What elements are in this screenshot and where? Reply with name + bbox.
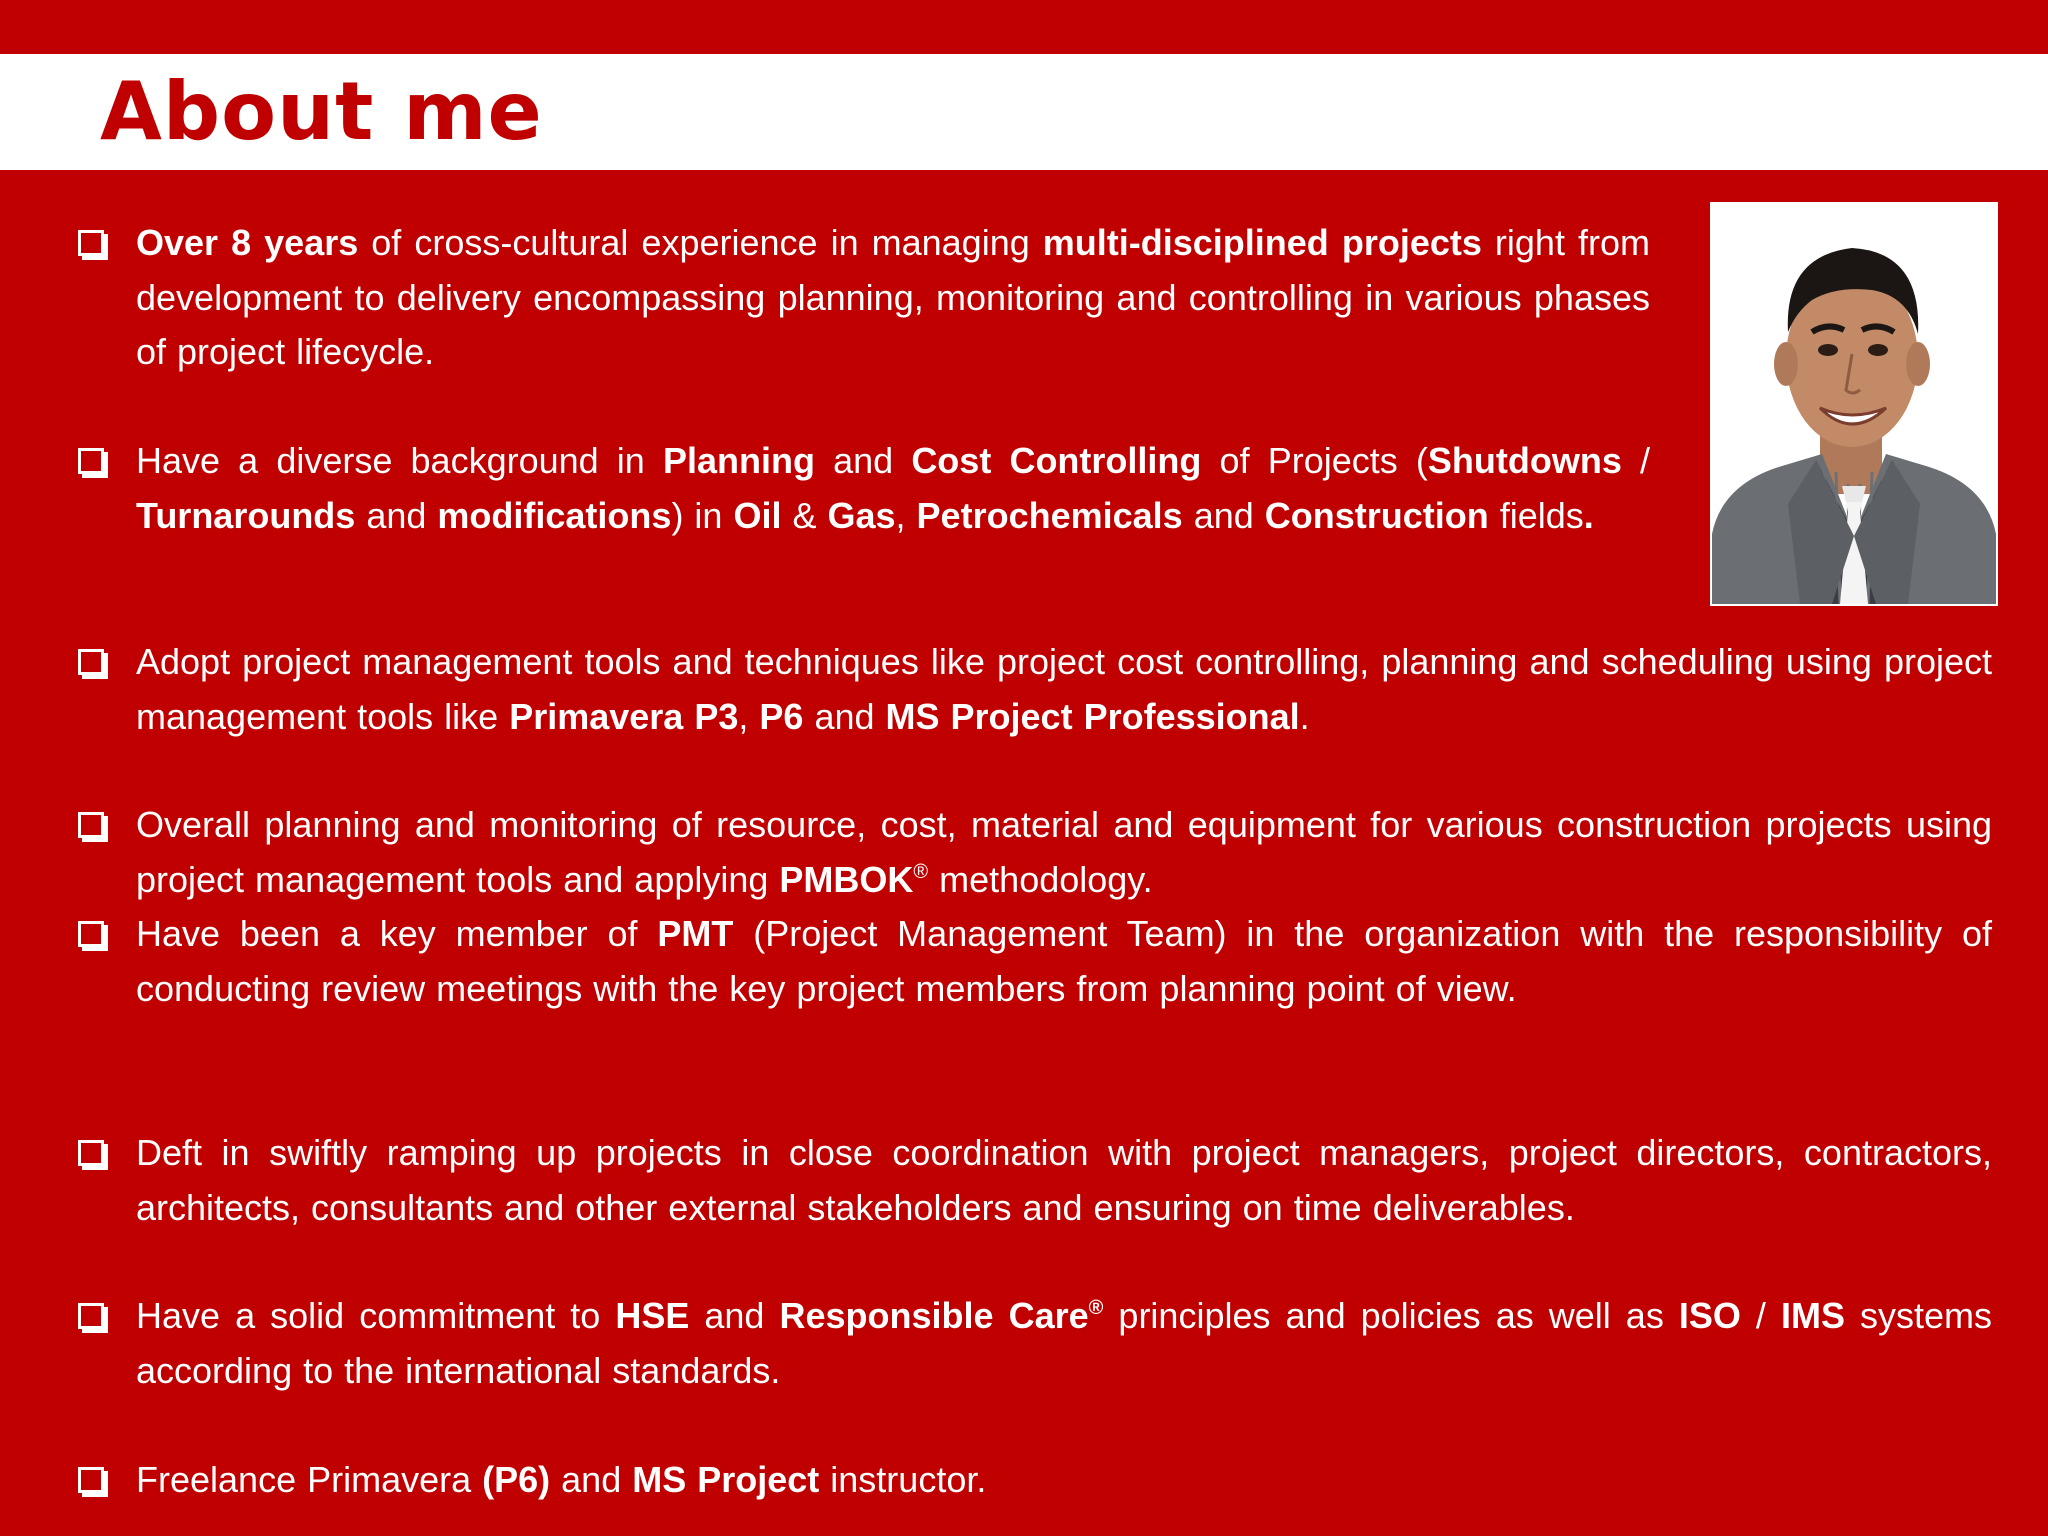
- text-run: and: [1182, 494, 1265, 536]
- bullet-text-5: [136, 907, 1992, 1016]
- bullet-text-6: [136, 1126, 1992, 1235]
- bullet-text-3: [136, 635, 1992, 744]
- bullet-text-7: [136, 1289, 1992, 1398]
- bold-text: MS Project: [632, 1459, 820, 1500]
- text-run: systems according to the international standards.: [136, 1295, 1993, 1391]
- text-run: Have been a key member of: [136, 913, 658, 954]
- page-title: About me: [100, 65, 543, 158]
- text-run: Have a solid commitment to: [136, 1295, 616, 1336]
- bold-text: IMS: [1780, 1295, 1845, 1336]
- bold-text: (P6): [482, 1459, 551, 1500]
- text-run: .: [1299, 695, 1310, 737]
- text-run: of Projects (: [1201, 440, 1428, 481]
- bold-text: Over 8 years: [136, 222, 359, 263]
- text-run: ,: [738, 695, 760, 737]
- checkbox-square-icon: [78, 1467, 104, 1493]
- text-run: fields: [1488, 494, 1584, 536]
- checkbox-square-icon: [78, 448, 104, 474]
- bold-text: Primavera P3: [509, 695, 739, 737]
- text-run: and: [550, 1459, 633, 1500]
- text-run: and: [355, 494, 438, 536]
- checkbox-square-icon: [78, 230, 104, 256]
- text-run: /: [1621, 440, 1650, 481]
- text-run: ,: [895, 494, 917, 536]
- text-run: Freelance Primavera: [136, 1459, 483, 1500]
- text-run: and: [814, 440, 912, 481]
- checkbox-square-icon: [78, 921, 104, 947]
- checkbox-square-icon: [78, 812, 104, 838]
- text-run: ) in: [671, 494, 734, 536]
- bullet-text-1: [136, 216, 1650, 380]
- text-run: /: [1740, 1295, 1781, 1336]
- text-run: and: [803, 695, 886, 737]
- checkbox-square-icon: [78, 1140, 104, 1166]
- bold-text: Turnarounds: [136, 494, 356, 536]
- top-band: [0, 0, 2048, 54]
- text-run: (Project Management Team) in the organization with the responsibility of conducting review meetings with the key project members from planning point of view.: [136, 913, 1992, 1009]
- bold-text: PMT: [657, 913, 734, 954]
- bold-text: Oil: [733, 494, 782, 536]
- bold-text: Responsible Care: [779, 1295, 1089, 1336]
- text-run: of cross-cultural experience in managing: [358, 222, 1043, 263]
- bold-text: MS Project Professional: [885, 695, 1300, 737]
- bold-text: modifications: [437, 494, 672, 536]
- profile-photo: [1710, 202, 1998, 606]
- bullet-text-2: [136, 434, 1650, 543]
- bullet-text-4: [136, 798, 1992, 907]
- text-run: instructor.: [819, 1459, 987, 1500]
- text-run: ®: [913, 860, 929, 883]
- bold-text: .: [1583, 494, 1594, 536]
- bold-text: PMBOK: [779, 858, 914, 900]
- text-run: Overall planning and monitoring of resource, cost, material and equipment for various construction projects using project management tools and applying: [136, 804, 1992, 900]
- bold-text: Cost Controlling: [911, 440, 1202, 481]
- bold-text: Planning: [662, 440, 815, 481]
- text-run: Deft in swiftly ramping up projects in close coordination with project managers, project directors, contractors, architects, consultants and other external stakeholders and ensuring on time deliverables.: [136, 1132, 1992, 1228]
- checkbox-square-icon: [78, 649, 104, 675]
- text-run: Have a diverse background in: [136, 440, 663, 481]
- bold-text: ISO: [1678, 1295, 1741, 1336]
- bold-text: Construction: [1264, 494, 1489, 536]
- text-run: principles and policies as well as: [1103, 1295, 1679, 1336]
- bold-text: multi-disciplined projects: [1042, 222, 1482, 263]
- bold-text: HSE: [615, 1295, 690, 1336]
- bullet-text-8: [136, 1453, 1992, 1508]
- portrait-illustration: [1712, 204, 1996, 604]
- bold-text: ®: [1088, 1297, 1104, 1319]
- bold-text: Petrochemicals: [916, 494, 1183, 536]
- bold-text: Shutdowns: [1427, 440, 1622, 481]
- text-run: methodology.: [928, 858, 1153, 900]
- bold-text: P6: [759, 695, 804, 737]
- checkbox-square-icon: [78, 1303, 104, 1329]
- text-run: and: [689, 1295, 780, 1336]
- text-run: right from development to delivery encompassing planning, monitoring and controlling in various phases of project lifecycle.: [136, 222, 1650, 372]
- bold-text: Gas: [827, 494, 896, 536]
- text-run: &: [781, 494, 828, 536]
- text-run: Adopt project management tools and techniques like project cost controlling, planning and scheduling using project management tools like: [136, 641, 1992, 737]
